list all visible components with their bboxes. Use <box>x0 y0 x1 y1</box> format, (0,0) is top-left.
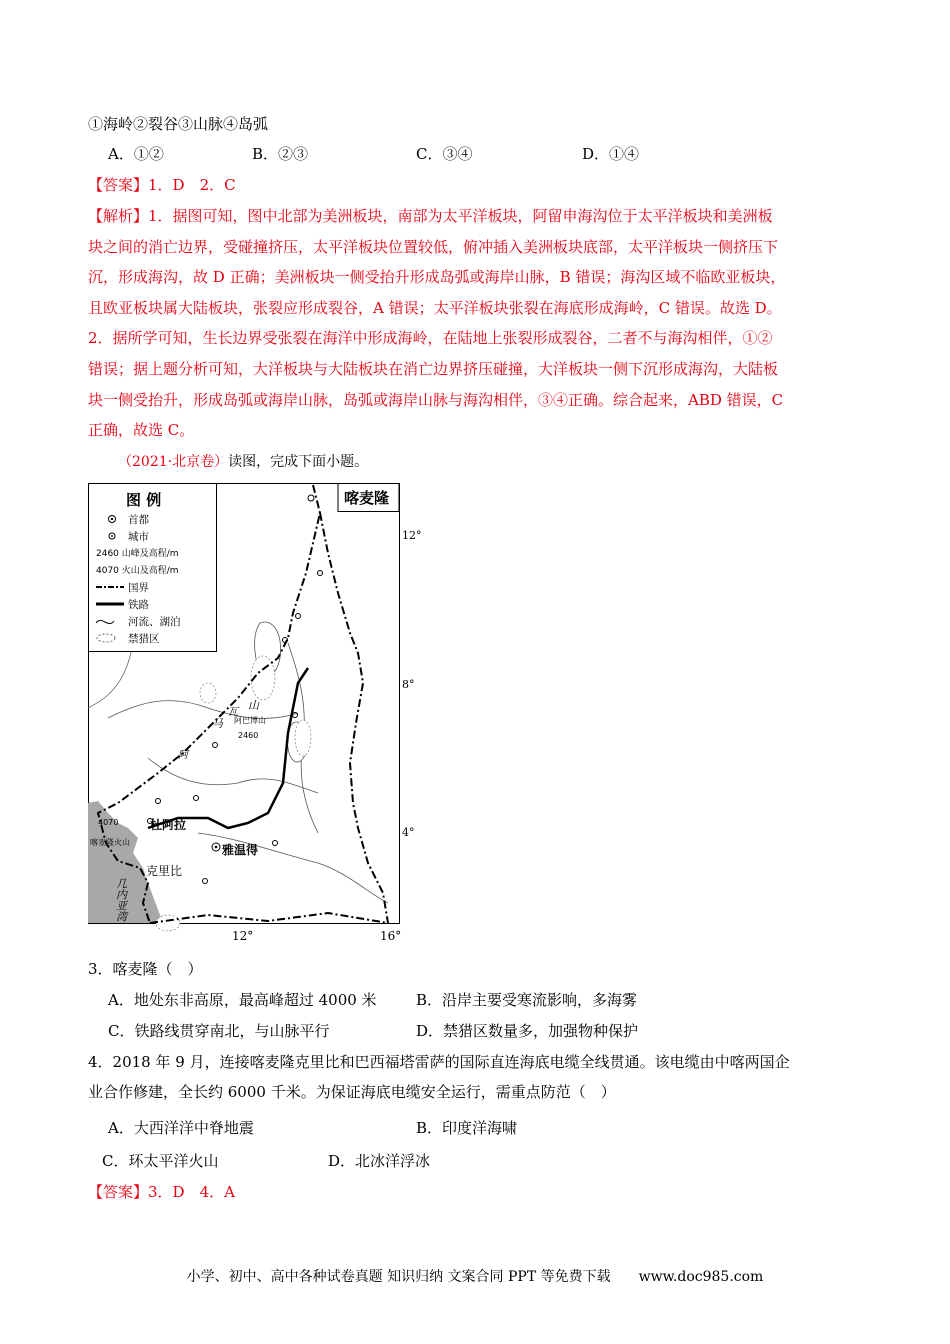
choice-a: A．①② <box>108 145 164 163</box>
range-char-2: 山 <box>248 699 259 712</box>
gulf-label: 几内亚湾 <box>114 878 128 922</box>
source-tag: （2021·北京卷） <box>118 454 229 470</box>
q3-choice-d: D．禁猎区数量多，加强物种保护 <box>416 1022 639 1040</box>
lat-4: 4° <box>402 826 415 839</box>
q4-choice-d: D．北冰洋浮冰 <box>328 1152 431 1170</box>
map-title: 喀麦隆 <box>344 489 390 507</box>
city-douala: 杜阿拉 <box>150 818 187 832</box>
prev-question-options: ①海岭②裂谷③山脉④岛弧 <box>88 115 269 133</box>
choice-b: B．②③ <box>252 145 309 163</box>
answer-tag: 【答案】 <box>88 1183 149 1201</box>
q3-choice-a: A．地处东非高原，最高峰超过 4000 米 <box>108 991 377 1009</box>
cameroon-map <box>88 483 422 924</box>
analysis-line: 沉，形成海沟，故 D 正确；美洲板块一侧受抬升形成岛弧或海岸山脉，B 错误；海沟区域不临欧亚板块， <box>88 268 786 286</box>
legend-title: 图 例 <box>126 491 162 509</box>
lat-12: 12° <box>402 529 422 542</box>
choice-d: D．①④ <box>582 145 640 163</box>
analysis-line: 块之间的消亡边界，受碰撞挤压，太平洋板块位置较低，俯冲插入美洲板块底部，太平洋板块一侧挤压下 <box>88 238 779 256</box>
analysis-line <box>88 205 773 227</box>
legend-city: 城市 <box>128 531 149 543</box>
legend-volcano: 4070 火山及高程/m <box>96 566 179 576</box>
lon-12: 12° <box>232 929 254 943</box>
q3-stem: 3．喀麦隆（ ） <box>88 960 203 978</box>
analysis-line: 且欧亚板块属大陆板块，张裂应形成裂谷，A 错误；太平洋板块张裂在海底形成海岭，C 错误。故选 D。 <box>88 299 782 317</box>
volcano-height: 4070 <box>98 818 119 827</box>
range-char-4: 阿 <box>178 750 188 761</box>
q4-choice-c: C．环太平洋火山 <box>102 1152 219 1170</box>
analysis-tag: 【解析】 <box>88 207 149 225</box>
volcano-label: 喀麦隆火山 <box>90 838 130 847</box>
answer-tag: 【答案】 <box>88 176 149 194</box>
answer-text: 3．D 4．A <box>148 1183 235 1201</box>
analysis-text: 1．据图可知，图中北部为美洲板块，南部为太平洋板块，阿留申海沟位于太平洋板块和美洲板 <box>148 207 773 225</box>
q4-choice-b: B．印度洋海啸 <box>416 1119 518 1137</box>
choice-c: C．③④ <box>416 145 473 163</box>
capital-label: 雅温得 <box>222 843 259 857</box>
range-char-1: 马 <box>212 717 223 730</box>
analysis-line: 2．据所学可知，生长边界受张裂在海洋中形成海岭，在陆地上张裂形成裂谷，二者不与海沟相伴，①② <box>88 329 773 347</box>
lon-16: 16° <box>380 929 402 943</box>
legend-peak: 2460 山峰及高程/m <box>96 549 179 559</box>
range-char-3: 瓦 <box>228 707 238 718</box>
legend-river: 河流、湖泊 <box>128 616 181 628</box>
answer-block-2 <box>88 1181 235 1203</box>
intro-text: 读图，完成下面小题。 <box>228 454 369 470</box>
q3-choice-c: C．铁路线贯穿南北，与山脉平行 <box>108 1022 330 1040</box>
analysis-line: 块一侧受抬升，形成岛弧或海岸山脉，岛弧或海岸山脉与海沟相伴，③④正确。综合起来，ABD 错误，C <box>88 391 784 409</box>
q3-choice-b: B．沿岸主要受寒流影响，多海雾 <box>416 991 638 1009</box>
page-footer: 小学、初中、高中各种试卷真题 知识归纳 文案合同 PPT 等免费下载 www.doc985.com <box>186 1269 764 1285</box>
q4-choice-a: A．大西洋洋中脊地震 <box>108 1119 254 1137</box>
legend-border: 国界 <box>128 582 149 594</box>
legend-railway: 铁路 <box>128 599 149 611</box>
legend-capital: 首都 <box>128 514 149 526</box>
analysis-line: 错误；据上题分析可知，大洋板块与大陆板块在消亡边界挤压碰撞，大洋板块一侧下沉形成海沟，大陆板 <box>88 360 779 378</box>
legend-reserve: 禁猎区 <box>128 633 160 645</box>
question-intro <box>118 451 368 473</box>
q4-stem-line: 4．2018 年 9 月，连接喀麦隆克里比和巴西福塔雷萨的国际直连海底电缆全线贯通。该电缆由中喀两国企 <box>88 1053 790 1071</box>
peak-height: 2460 <box>238 731 259 740</box>
lat-8: 8° <box>402 678 415 691</box>
analysis-line: 正确，故选 C。 <box>88 421 195 439</box>
answer-block-1 <box>88 174 236 196</box>
answer-text: 1．D 2．C <box>148 176 236 194</box>
peak-label: 阿巴博山 <box>234 716 266 725</box>
q4-stem-line: 业合作修建，全长约 6000 千米。为保证海底电缆安全运行，需重点防范（ ） <box>88 1083 616 1101</box>
city-kribi: 克里比 <box>146 864 183 878</box>
